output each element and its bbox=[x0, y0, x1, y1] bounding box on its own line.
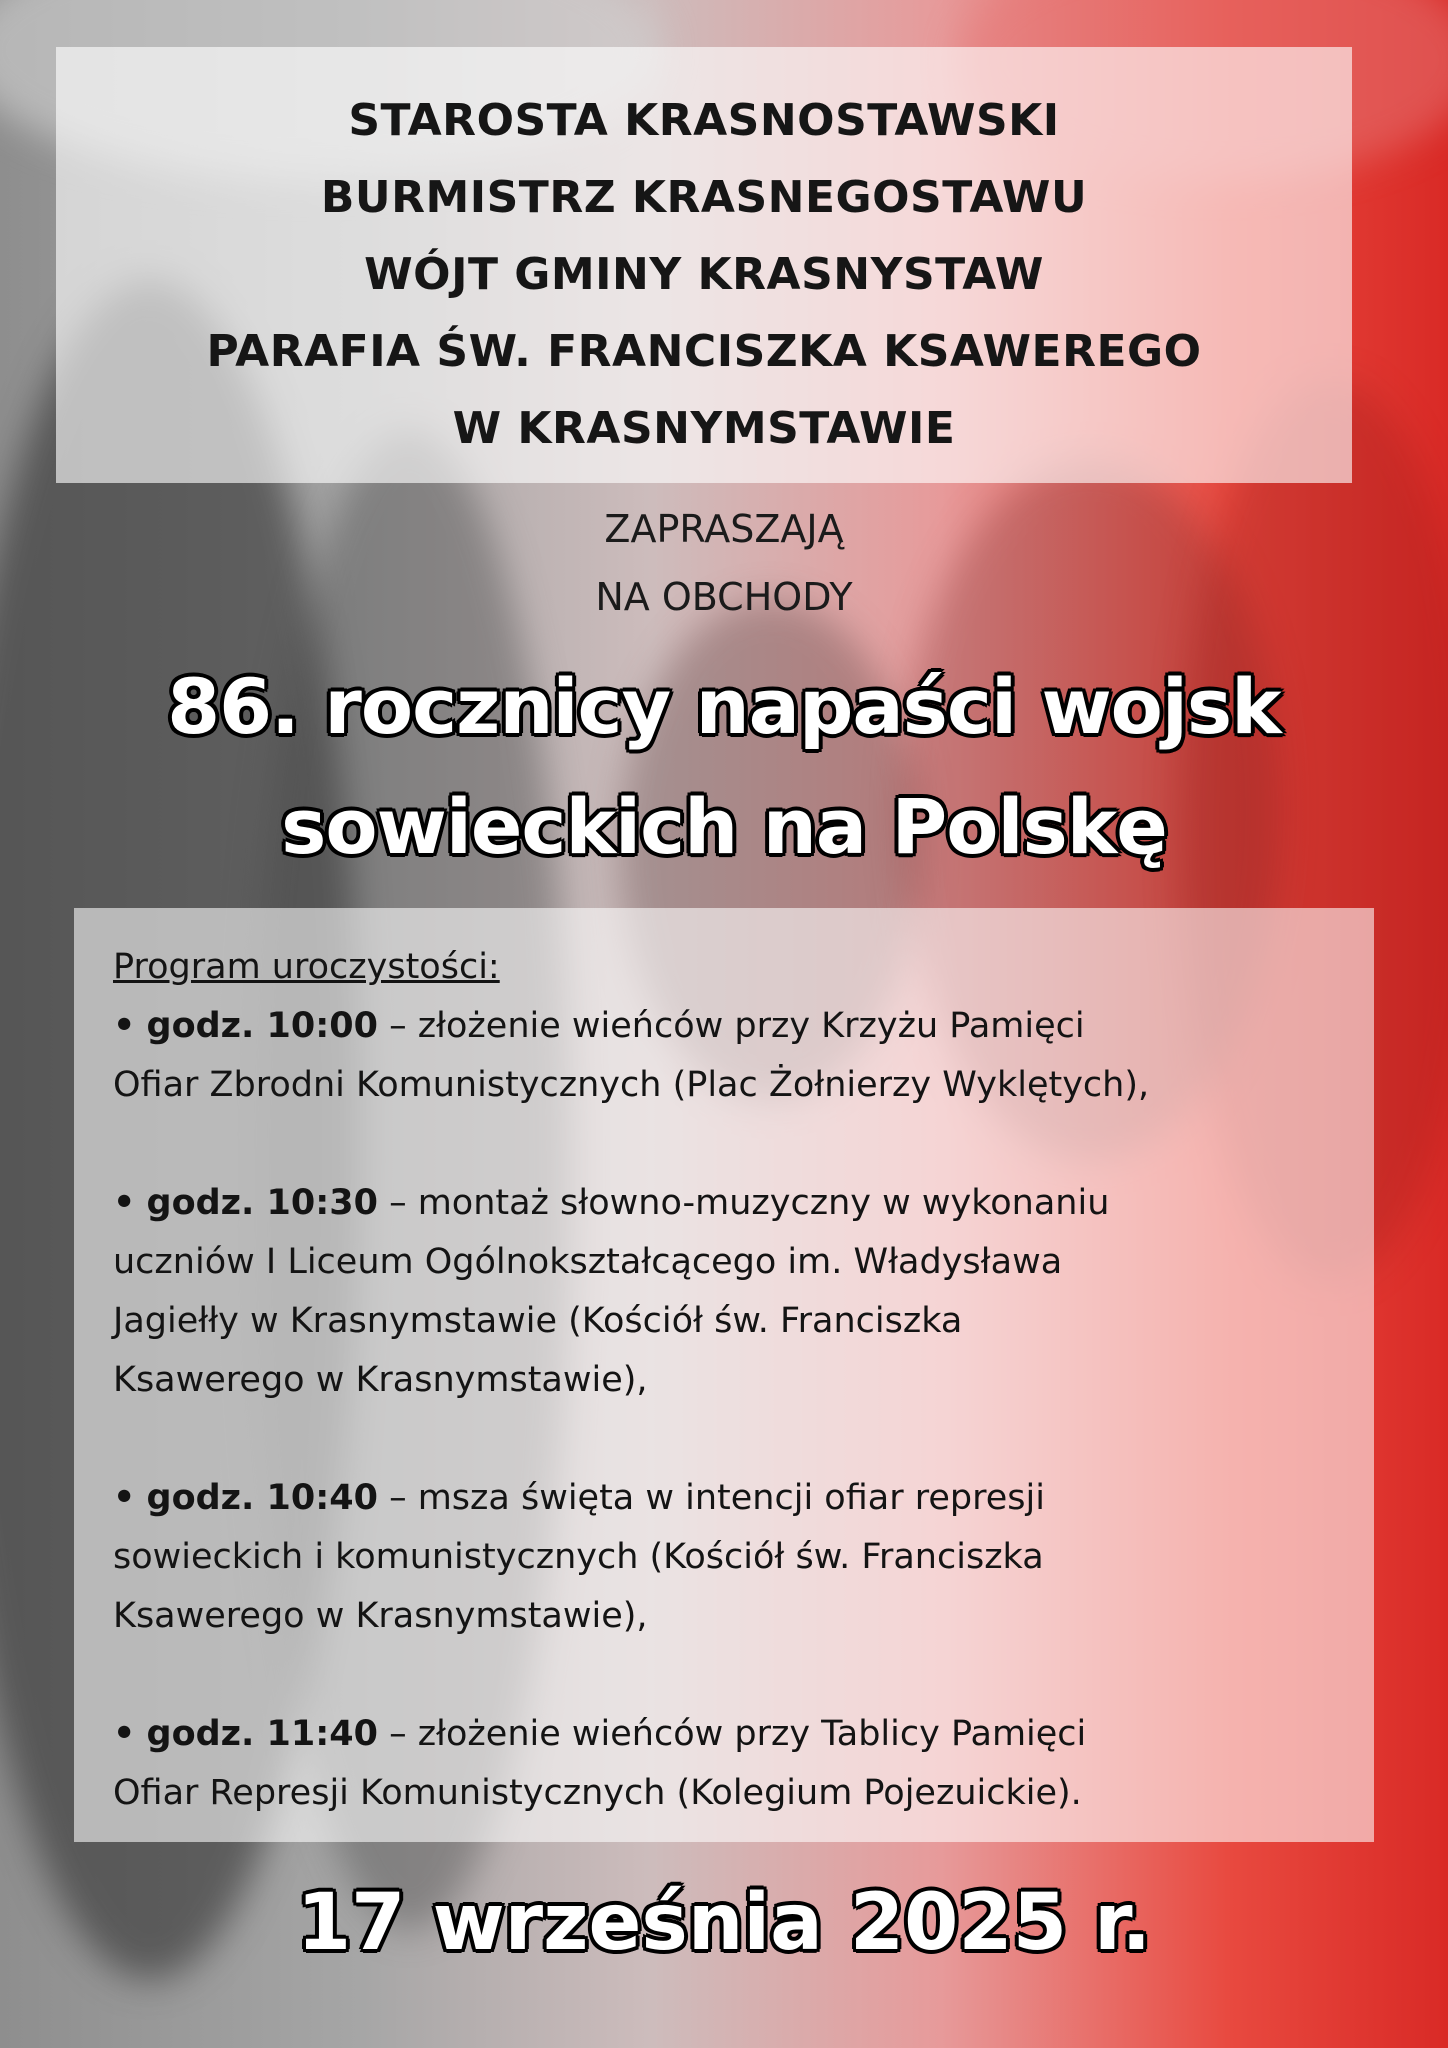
program-text: Ksawerego w Krasnymstawie), bbox=[113, 1596, 648, 1636]
program-item-first-line bbox=[113, 1174, 1353, 1233]
invitation-line: ZAPRASZAJĄ bbox=[604, 507, 844, 551]
organizer-line: STAROSTA KRASNOSTAWSKI bbox=[348, 95, 1060, 146]
organizer-line: BURMISTRZ KRASNEGOSTAWU bbox=[320, 172, 1088, 223]
bullet: • bbox=[113, 1006, 136, 1046]
program-text: sowieckich i komunistycznych (Kościół św. Franciszka bbox=[113, 1537, 1044, 1577]
headline-line: sowieckich na Polskę bbox=[281, 782, 1167, 871]
program-time: godz. 10:40 bbox=[146, 1478, 378, 1518]
program-item-first-line bbox=[113, 997, 1353, 1056]
organizer-line: PARAFIA ŚW. FRANCISZKA KSAWEREGO bbox=[206, 326, 1202, 377]
program-text: – złożenie wieńców przy Krzyżu Pamięci bbox=[377, 1006, 1085, 1046]
organizers-list bbox=[56, 82, 1352, 467]
program-time: godz. 10:30 bbox=[146, 1183, 378, 1223]
program-list bbox=[113, 938, 1353, 1823]
organizer-line: WÓJT GMINY KRASNYSTAW bbox=[364, 249, 1044, 300]
program-item-first-line bbox=[113, 1469, 1353, 1528]
program-text: – msza święta w intencji ofiar represji bbox=[377, 1478, 1045, 1518]
event-date: 17 września 2025 r. bbox=[296, 1878, 1152, 1968]
bullet: • bbox=[113, 1478, 136, 1518]
program-item bbox=[113, 1705, 1353, 1823]
invitation-line: NA OBCHODY bbox=[595, 575, 853, 619]
program-text: – złożenie wieńców przy Tablicy Pamięci bbox=[377, 1714, 1087, 1754]
program-time: godz. 10:00 bbox=[146, 1006, 378, 1046]
organizer-line: W KRASNYMSTAWIE bbox=[452, 403, 956, 454]
program-item bbox=[113, 997, 1353, 1115]
headline-line: 86. rocznicy napaści wojsk bbox=[167, 662, 1281, 751]
program-heading: Program uroczystości: bbox=[113, 947, 500, 987]
program-time: godz. 11:40 bbox=[146, 1714, 378, 1754]
program-text: – montaż słowno-muzyczny w wykonaniu bbox=[377, 1183, 1110, 1223]
program-text: Ofiar Represji Komunistycznych (Kolegium Pojezuickie). bbox=[113, 1773, 1082, 1813]
program-text: Ksawerego w Krasnymstawie), bbox=[113, 1360, 648, 1400]
program-text: Ofiar Zbrodni Komunistycznych (Plac Żołnierzy Wyklętych), bbox=[113, 1065, 1150, 1105]
program-text: Jagiełły w Krasnymstawie (Kościół św. Franciszka bbox=[113, 1301, 963, 1341]
program-text: uczniów I Liceum Ogólnokształcącego im. Władysława bbox=[113, 1242, 1063, 1282]
program-item bbox=[113, 1469, 1353, 1646]
bullet: • bbox=[113, 1714, 136, 1754]
program-item-first-line bbox=[113, 1705, 1353, 1764]
program-item bbox=[113, 1174, 1353, 1410]
bullet: • bbox=[113, 1183, 136, 1223]
